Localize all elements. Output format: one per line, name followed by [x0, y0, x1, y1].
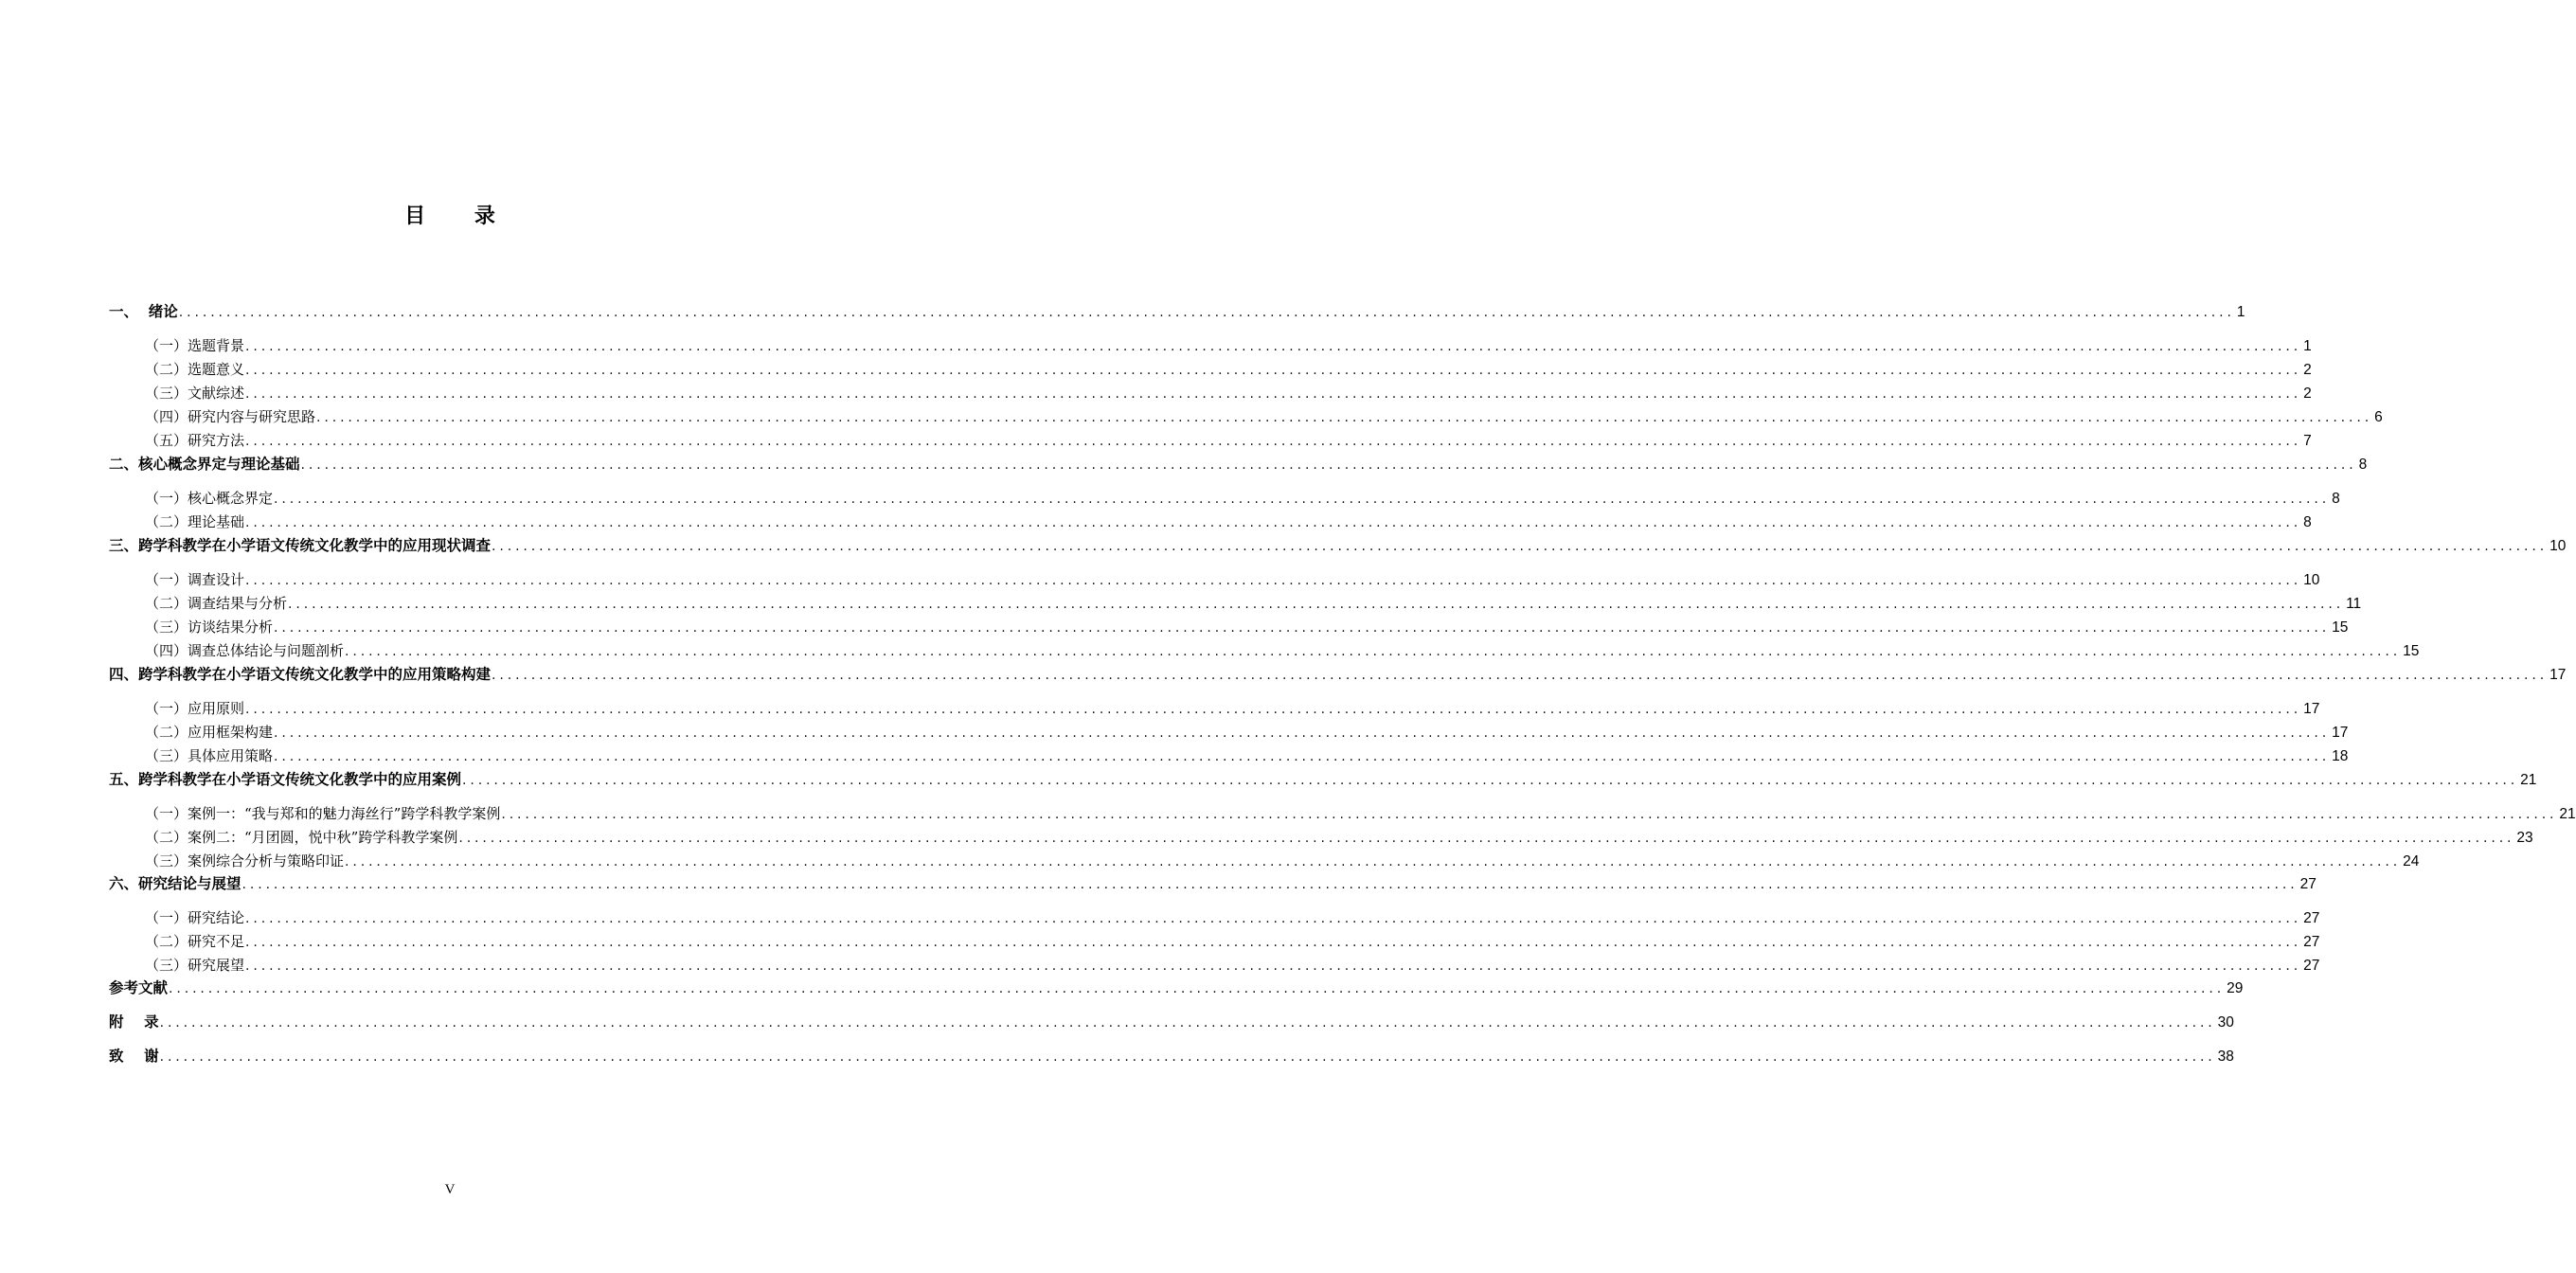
toc-entry[interactable] — [145, 430, 2312, 451]
toc-entry-page: 15 — [2332, 619, 2349, 636]
toc-entry-label: （一）调查设计 — [145, 571, 245, 588]
toc-entry-label: 致 谢 — [109, 1048, 159, 1065]
toc-leader-dots: .................................................................................................................................................................................................................................................................... — [288, 597, 2345, 612]
toc-entry[interactable] — [109, 301, 2245, 322]
toc-entry-label: 三、跨学科教学在小学语文传统文化教学中的应用现状调查 — [109, 537, 492, 554]
toc-leader-dots: .................................................................................................................................................................................................................................................................... — [492, 668, 2549, 683]
toc-entry-label: （三）访谈结果分析 — [145, 619, 274, 636]
toc-entry-label: （四）调查总体结论与问题剖析 — [145, 642, 345, 659]
toc-entry[interactable] — [109, 1012, 2234, 1032]
toc-leader-dots: .................................................................................................................................................................................................................................................................... — [245, 911, 2302, 926]
toc-leader-dots: .................................................................................................................................................................................................................................................................... — [245, 959, 2302, 974]
toc-entry-page: 10 — [2303, 572, 2320, 588]
toc-entry-label: （二）选题意义 — [145, 361, 245, 378]
toc-entry-label: （二）研究不足 — [145, 933, 245, 950]
toc-entry-page: 8 — [2358, 457, 2368, 473]
toc-entry-label: （一）选题背景 — [145, 337, 245, 354]
toc-leader-dots: .................................................................................................................................................................................................................................................................... — [245, 363, 2302, 378]
toc-entry-label: （三）案例综合分析与策略印证 — [145, 852, 345, 870]
toc-entry[interactable] — [145, 406, 2383, 427]
toc-entry[interactable] — [109, 977, 2244, 998]
toc-leader-dots: .................................................................................................................................................................................................................................................................... — [245, 702, 2302, 717]
toc-entry-page: 21 — [2559, 806, 2576, 822]
toc-entry-page: 18 — [2332, 748, 2349, 764]
toc-entry-label: 四、跨学科教学在小学语文传统文化教学中的应用策略构建 — [109, 666, 492, 683]
toc-entry[interactable] — [145, 931, 2320, 952]
toc-entry[interactable] — [145, 851, 2420, 871]
toc-entry-page: 6 — [2374, 409, 2383, 425]
toc-entry-label: 参考文献 — [109, 979, 169, 996]
toc-entry[interactable] — [145, 827, 2533, 848]
toc-entry[interactable] — [145, 359, 2312, 380]
toc-entry-label: 二、核心概念界定与理论基础 — [109, 456, 300, 473]
toc-leader-dots: .................................................................................................................................................................................................................................................................... — [178, 305, 2235, 320]
toc-leader-dots: .................................................................................................................................................................................................................................................................... — [274, 749, 2331, 764]
toc-entry-label: （三）研究展望 — [145, 957, 245, 974]
toc-entry-page: 17 — [2303, 701, 2320, 717]
toc-leader-dots: .................................................................................................................................................................................................................................................................... — [245, 434, 2302, 449]
toc-entry-label: （四）研究内容与研究思路 — [145, 408, 316, 425]
toc-leader-dots: .................................................................................................................................................................................................................................................................... — [316, 410, 2373, 425]
toc-leader-dots: .................................................................................................................................................................................................................................................................... — [169, 981, 2226, 996]
toc-entry-page: 8 — [2303, 514, 2312, 530]
toc-entry-label: （一）应用原则 — [145, 700, 245, 717]
toc-entry-page: 29 — [2227, 980, 2244, 996]
toc-entry-page: 2 — [2303, 362, 2312, 378]
toc-leader-dots: .................................................................................................................................................................................................................................................................... — [345, 644, 2402, 659]
toc-leader-dots: .................................................................................................................................................................................................................................................................... — [492, 539, 2549, 554]
toc-entry[interactable] — [145, 383, 2312, 403]
toc-entry-page: 1 — [2303, 338, 2312, 354]
toc-entry-label: （五）研究方法 — [145, 432, 245, 449]
toc-entry[interactable] — [145, 335, 2312, 356]
toc-entry[interactable] — [145, 488, 2340, 509]
toc-entry-page: 23 — [2516, 830, 2533, 846]
toc-entry-page: 17 — [2549, 667, 2567, 683]
toc-leader-dots: .................................................................................................................................................................................................................................................................... — [245, 935, 2302, 950]
toc-entry-page: 21 — [2520, 772, 2537, 788]
toc-entry-page: 24 — [2403, 853, 2420, 870]
toc-entry-label: （一）案例一：“我与郑和的魅力海丝行”跨学科教学案例 — [145, 805, 501, 822]
page-number: V — [444, 1182, 456, 1197]
toc-leader-dots: .................................................................................................................................................................................................................................................................... — [159, 1049, 2216, 1065]
toc-entry[interactable] — [109, 769, 2537, 790]
toc-entry[interactable] — [145, 698, 2320, 719]
toc-entry-label: （二）理论基础 — [145, 513, 245, 530]
toc-entry[interactable] — [109, 535, 2567, 556]
toc-entry-page: 27 — [2303, 910, 2320, 926]
toc-entry-page: 27 — [2303, 934, 2320, 950]
toc-entry[interactable] — [145, 907, 2320, 928]
toc-leader-dots: .................................................................................................................................................................................................................................................................... — [274, 726, 2331, 741]
toc-entry-label: 五、跨学科教学在小学语文传统文化教学中的应用案例 — [109, 771, 462, 788]
toc-leader-dots: .................................................................................................................................................................................................................................................................... — [458, 831, 2515, 846]
toc-entry[interactable] — [145, 803, 2576, 824]
toc-entry[interactable] — [145, 569, 2320, 590]
toc-entry[interactable] — [145, 722, 2349, 743]
toc-leader-dots: .................................................................................................................................................................................................................................................................... — [345, 854, 2402, 870]
toc-entry-label: 一、 绪论 — [109, 303, 178, 320]
toc-entry-page: 11 — [2346, 596, 2362, 612]
toc-entry-label: （一）核心概念界定 — [145, 490, 274, 507]
toc-entry-page: 1 — [2236, 304, 2245, 320]
toc-entry-page: 7 — [2303, 433, 2312, 449]
toc-leader-dots: .................................................................................................................................................................................................................................................................... — [274, 492, 2331, 507]
toc-entry-label: 附 录 — [109, 1013, 159, 1031]
toc-entry[interactable] — [145, 955, 2320, 976]
toc-leader-dots: .................................................................................................................................................................................................................................................................... — [462, 773, 2519, 788]
toc-entry-label: （二）应用框架构建 — [145, 724, 274, 741]
toc-leader-dots: .................................................................................................................................................................................................................................................................... — [245, 386, 2302, 402]
toc-entry[interactable] — [109, 664, 2567, 685]
toc-leader-dots: .................................................................................................................................................................................................................................................................... — [245, 573, 2302, 588]
page-title: 目 录 — [404, 205, 516, 228]
toc-entry[interactable] — [145, 745, 2349, 766]
toc-entry[interactable] — [145, 511, 2312, 532]
toc-entry-page: 27 — [2299, 876, 2317, 892]
toc-entry-page: 10 — [2549, 538, 2567, 554]
toc-entry-page: 27 — [2303, 958, 2320, 974]
toc-entry-page: 38 — [2217, 1049, 2234, 1065]
toc-entry[interactable] — [145, 593, 2362, 614]
toc-entry[interactable] — [145, 640, 2420, 661]
toc-entry-page: 8 — [2332, 491, 2340, 507]
toc-entry-label: （三）具体应用策略 — [145, 747, 274, 764]
toc-entry-page: 2 — [2303, 385, 2312, 402]
toc-entry[interactable] — [145, 617, 2349, 637]
toc-entry-page: 17 — [2332, 725, 2349, 741]
toc-leader-dots: .................................................................................................................................................................................................................................................................... — [242, 877, 2299, 892]
toc-entry-label: （二）调查结果与分析 — [145, 595, 288, 612]
toc-entry-page: 15 — [2403, 643, 2420, 659]
toc-entry[interactable] — [109, 873, 2317, 894]
toc-entry[interactable] — [109, 1046, 2234, 1067]
toc-entry-page: 30 — [2217, 1014, 2234, 1031]
toc-leader-dots: .................................................................................................................................................................................................................................................................... — [159, 1015, 2216, 1031]
toc-leader-dots: .................................................................................................................................................................................................................................................................... — [274, 620, 2331, 636]
toc-leader-dots: .................................................................................................................................................................................................................................................................... — [501, 807, 2558, 822]
toc-entry-label: （一）研究结论 — [145, 909, 245, 926]
toc-leader-dots: .................................................................................................................................................................................................................................................................... — [300, 457, 2357, 473]
toc-entry[interactable] — [109, 454, 2368, 475]
toc-leader-dots: .................................................................................................................................................................................................................................................................... — [245, 339, 2302, 354]
toc-entry-label: （三）文献综述 — [145, 385, 245, 402]
toc-entry-label: 六、研究结论与展望 — [109, 875, 242, 892]
toc-entry-label: （二）案例二：“月团圆，悦中秋”跨学科教学案例 — [145, 829, 458, 846]
toc-leader-dots: .................................................................................................................................................................................................................................................................... — [245, 515, 2302, 530]
